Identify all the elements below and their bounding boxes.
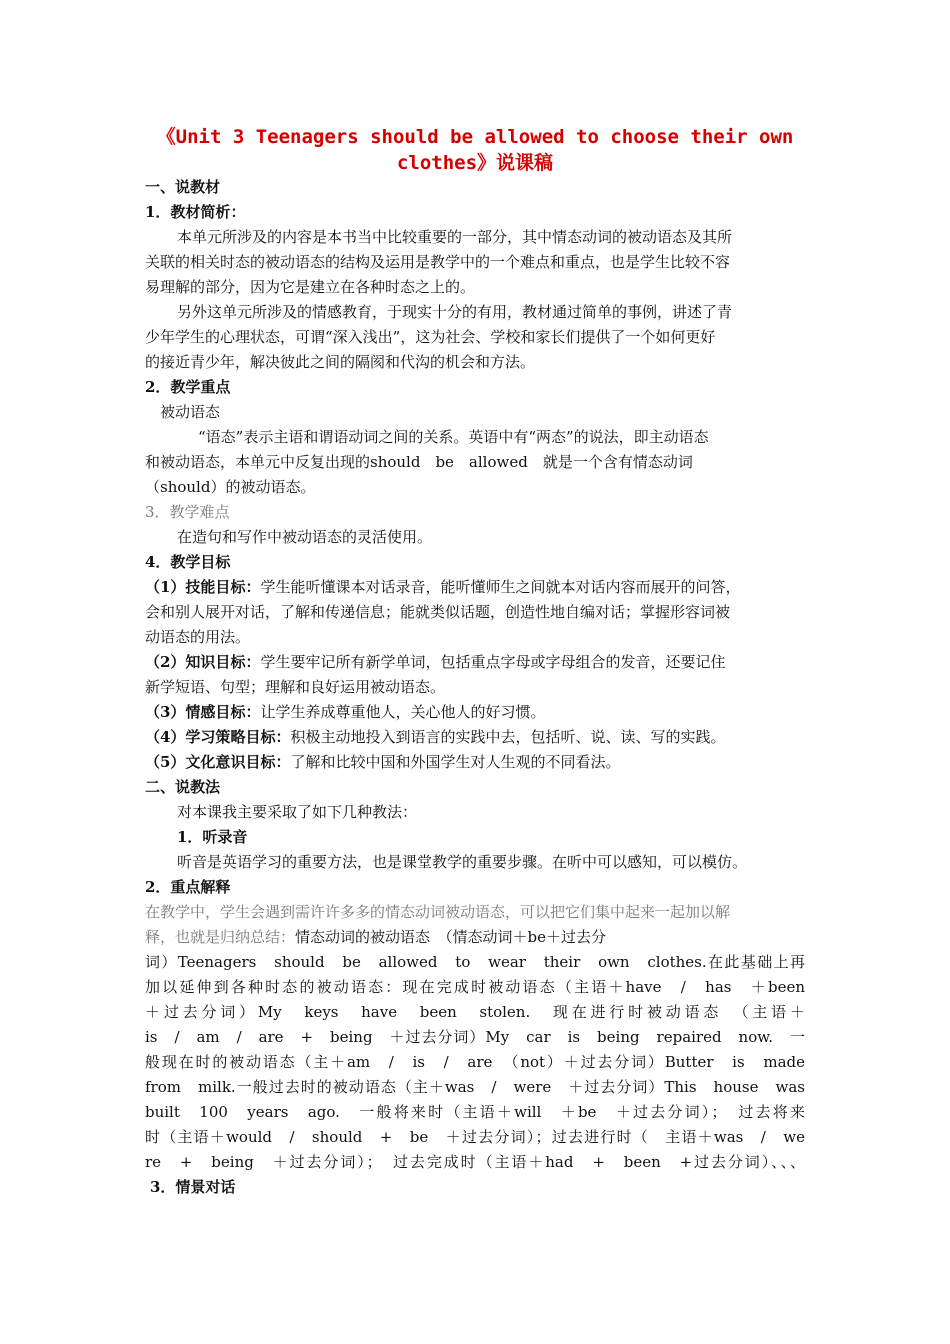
objective-4-text: 积极主动地投入到语言的实践中去，包括听、说、读、写的实践。 — [290, 728, 726, 746]
subheading-objectives: 4．教学目标 — [145, 553, 231, 571]
objective-5-line — [145, 752, 620, 772]
subheading-textbook-analysis: 1．教材简析： — [145, 203, 246, 221]
difficulty-text: 在造句和写作中被动语态的灵活使用。 — [177, 528, 433, 546]
method-2-line-8: from milk.一般过去时的被动语态（主＋was / were ＋过去分词）This house was — [145, 1078, 805, 1096]
key-point-text: 被动语态 — [160, 403, 221, 421]
objective-3-text: 让学生养成尊重他人，关心他人的好习惯。 — [260, 703, 546, 721]
objective-5-label: （5）文化意识目标： — [145, 753, 291, 771]
objective-1-line-2: 会和别人展开对话，了解和传递信息；能就类似话题，创造性地自编对话；掌握形容词被 — [145, 603, 731, 621]
paragraph-2-line-1: 另外这单元所涉及的情感教育，于现实十分的有用，教材通过简单的事例，讲述了青 — [177, 303, 733, 321]
subheading-key-points: 2．教学重点 — [145, 378, 231, 396]
subheading-difficulty: 3．教学难点 — [145, 503, 230, 521]
paragraph-1-line-1: 本单元所涉及的内容是本书当中比较重要的一部分，其中情态动词的被动语态及其所 — [177, 228, 733, 246]
method-2-line-10: 时（主语＋would / should + be ＋过去分词）；过去进行时（ 主语＋was / we — [145, 1128, 805, 1146]
method-3-heading: 3．情景对话 — [150, 1178, 236, 1196]
paragraph-3-line-2: 和被动语态，本单元中反复出现的should be allowed 就是一个含有情态动词 — [145, 453, 693, 471]
paragraph-2-line-3: 的接近青少年，解决彼此之间的隔阂和代沟的机会和方法。 — [145, 353, 536, 371]
method-2-line-5: ＋过去分词）My keys have been stolen. 现在进行时被动语态 （主语＋ — [145, 1003, 805, 1021]
method-2-line-4: 加以延伸到各种时态的被动语态：现在完成时被动语态（主语＋have / has ＋been — [145, 978, 805, 996]
document-title — [145, 124, 805, 176]
paragraph-1-line-3: 易理解的部分，因为它是建立在各种时态之上的。 — [145, 278, 476, 296]
objective-4-label: （4）学习策略目标： — [145, 728, 291, 746]
methods-intro: 对本课我主要采取了如下几种教法： — [177, 803, 418, 821]
method-1-heading: 1．听录音 — [177, 828, 248, 846]
section-heading-2: 二、说教法 — [145, 778, 221, 796]
method-2-line-6: is / am / are + being ＋过去分词）My car is being repaired now. 一 — [145, 1028, 805, 1046]
section-heading-1: 一、说教材 — [145, 178, 221, 196]
objective-5-text: 了解和比较中国和外国学生对人生观的不同看法。 — [290, 753, 621, 771]
objective-2-label: （2）知识目标： — [145, 653, 261, 671]
objective-1-line-3: 动语态的用法。 — [145, 628, 251, 646]
objective-2-line-2: 新学短语、句型；理解和良好运用被动语态。 — [145, 678, 446, 696]
objective-1-line-1 — [145, 577, 740, 597]
paragraph-3-line-1: “语态”表示主语和谓语动词之间的关系。英语中有“两态”的说法，即主动语态 — [198, 428, 709, 446]
method-2-line-2-lead: 释，也就是归纳总结： — [145, 928, 296, 946]
method-2-line-3: 词）Teenagers should be allowed to wear their own clothes.在此基础上再 — [145, 953, 805, 971]
objective-2-text: 学生要牢记所有新学单词，包括重点字母或字母组合的发音，还要记住 — [260, 653, 726, 671]
method-2-line-9: built 100 years ago. 一般将来时（主语＋will ＋be ＋过去分词）； 过去将来 — [145, 1103, 805, 1121]
method-2-heading: 2．重点解释 — [145, 878, 231, 896]
paragraph-2-line-2: 少年学生的心理状态，可谓“深入浅出”，这为社会、学校和家长们提供了一个如何更好 — [145, 328, 716, 346]
objective-3-label: （3）情感目标： — [145, 703, 261, 721]
objective-3-line — [145, 702, 545, 722]
paragraph-1-line-2: 关联的相关时态的被动语态的结构及运用是教学中的一个难点和重点，也是学生比较不容 — [145, 253, 731, 271]
method-1-text: 听音是英语学习的重要方法，也是课堂教学的重要步骤。在听中可以感知，可以模仿。 — [177, 853, 748, 871]
method-2-line-7: 般现在时的被动语态（主＋am / is / are （not）＋过去分词）Butter is made — [145, 1053, 805, 1071]
title-line-2: clothes》说课稿 — [396, 152, 554, 174]
method-2-line-1: 在教学中，学生会遇到需许许多多的情态动词被动语态，可以把它们集中起来一起加以解 — [145, 903, 731, 921]
method-2-line-2-rest: 情态动词的被动语态 （情态动词＋be＋过去分 — [295, 928, 606, 946]
method-2-line-2 — [145, 927, 606, 947]
objective-1-text: 学生能听懂课本对话录音，能听懂师生之间就本对话内容而展开的问答， — [260, 578, 741, 596]
objective-1-label: （1）技能目标： — [145, 578, 261, 596]
title-line-1: 《Unit 3 Teenagers should be allowed to choose their own — [156, 126, 794, 148]
paragraph-3-line-3: （should）的被动语态。 — [145, 478, 316, 496]
objective-2-line-1 — [145, 652, 725, 672]
objective-4-line — [145, 727, 725, 747]
method-2-line-11: re + being ＋过去分词）； 过去完成时（主语＋had + been +过去分词）、、、 — [145, 1153, 805, 1171]
